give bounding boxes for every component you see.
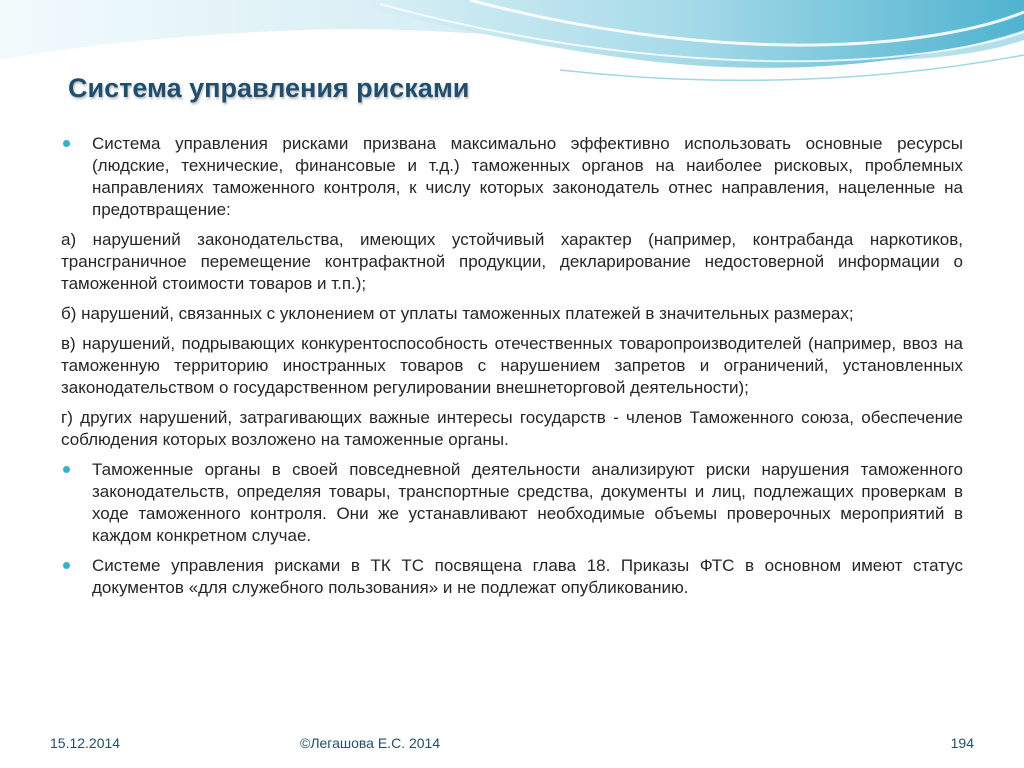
paragraph-text: а) нарушений законодательства, имеющих устойчивый характер (например, контрабанда наркотиков, трансграничное перемещение контрафактной продукции, декларирование недостоверной информации о таможенной стоимости товаров и т.п.); <box>61 230 963 293</box>
bullet-icon <box>63 562 70 569</box>
list-item-a <box>61 229 963 295</box>
paragraph-text: Системе управления рисками в ТК ТС посвящена глава 18. Приказы ФТС в основном имеют статус документов «для служебного пользования» и не подлежат опубликованию. <box>92 556 963 597</box>
paragraph-text: Система управления рисками призвана максимально эффективно использовать основные ресурсы (людские, технические, финансовые и т.д.) таможенных органов на наиболее рисковых, проблемных направлениях таможенного контроля, к числу которых законодатель отнес направления, нацеленные на предотвращение: <box>92 134 963 219</box>
bullet-paragraph <box>61 555 963 599</box>
list-item-v <box>61 333 963 399</box>
bullet-paragraph <box>61 133 963 221</box>
slide-title: Система управления рисками <box>68 73 470 103</box>
paragraph-text: б) нарушений, связанных с уклонением от уплаты таможенных платежей в значительных размерах; <box>61 304 854 323</box>
bullet-icon <box>63 466 70 473</box>
footer-author: ©Легашова Е.С. 2014 <box>300 735 441 751</box>
slide-body <box>61 133 963 607</box>
paragraph-text: Таможенные органы в своей повседневной деятельности анализируют риски нарушения таможенного законодательств, определяя товары, транспортные средства, документы и лиц, подлежащих проверкам в ходе таможенного контроля. Они же устанавливают необходимые объемы проверочных мероприятий в каждом конкретном случае. <box>92 460 963 545</box>
bullet-icon <box>63 140 70 147</box>
footer-date: 15.12.2014 <box>50 735 121 751</box>
list-item-b <box>61 303 963 325</box>
bullet-paragraph <box>61 459 963 547</box>
paragraph-text: г) других нарушений, затрагивающих важные интересы государств - членов Таможенного союза, обеспечение соблюдения которых возложено на таможенные органы. <box>61 408 963 449</box>
paragraph-text: в) нарушений, подрывающих конкурентоспособность отечественных товаропроизводителей (например, ввоз на таможенную территорию иностранных товаров с нарушением запретов и ограничений, установленных законодательством о государственном регулировании внешнеторговой деятельности); <box>61 334 963 397</box>
page-number: 194 <box>950 735 974 751</box>
list-item-g <box>61 407 963 451</box>
